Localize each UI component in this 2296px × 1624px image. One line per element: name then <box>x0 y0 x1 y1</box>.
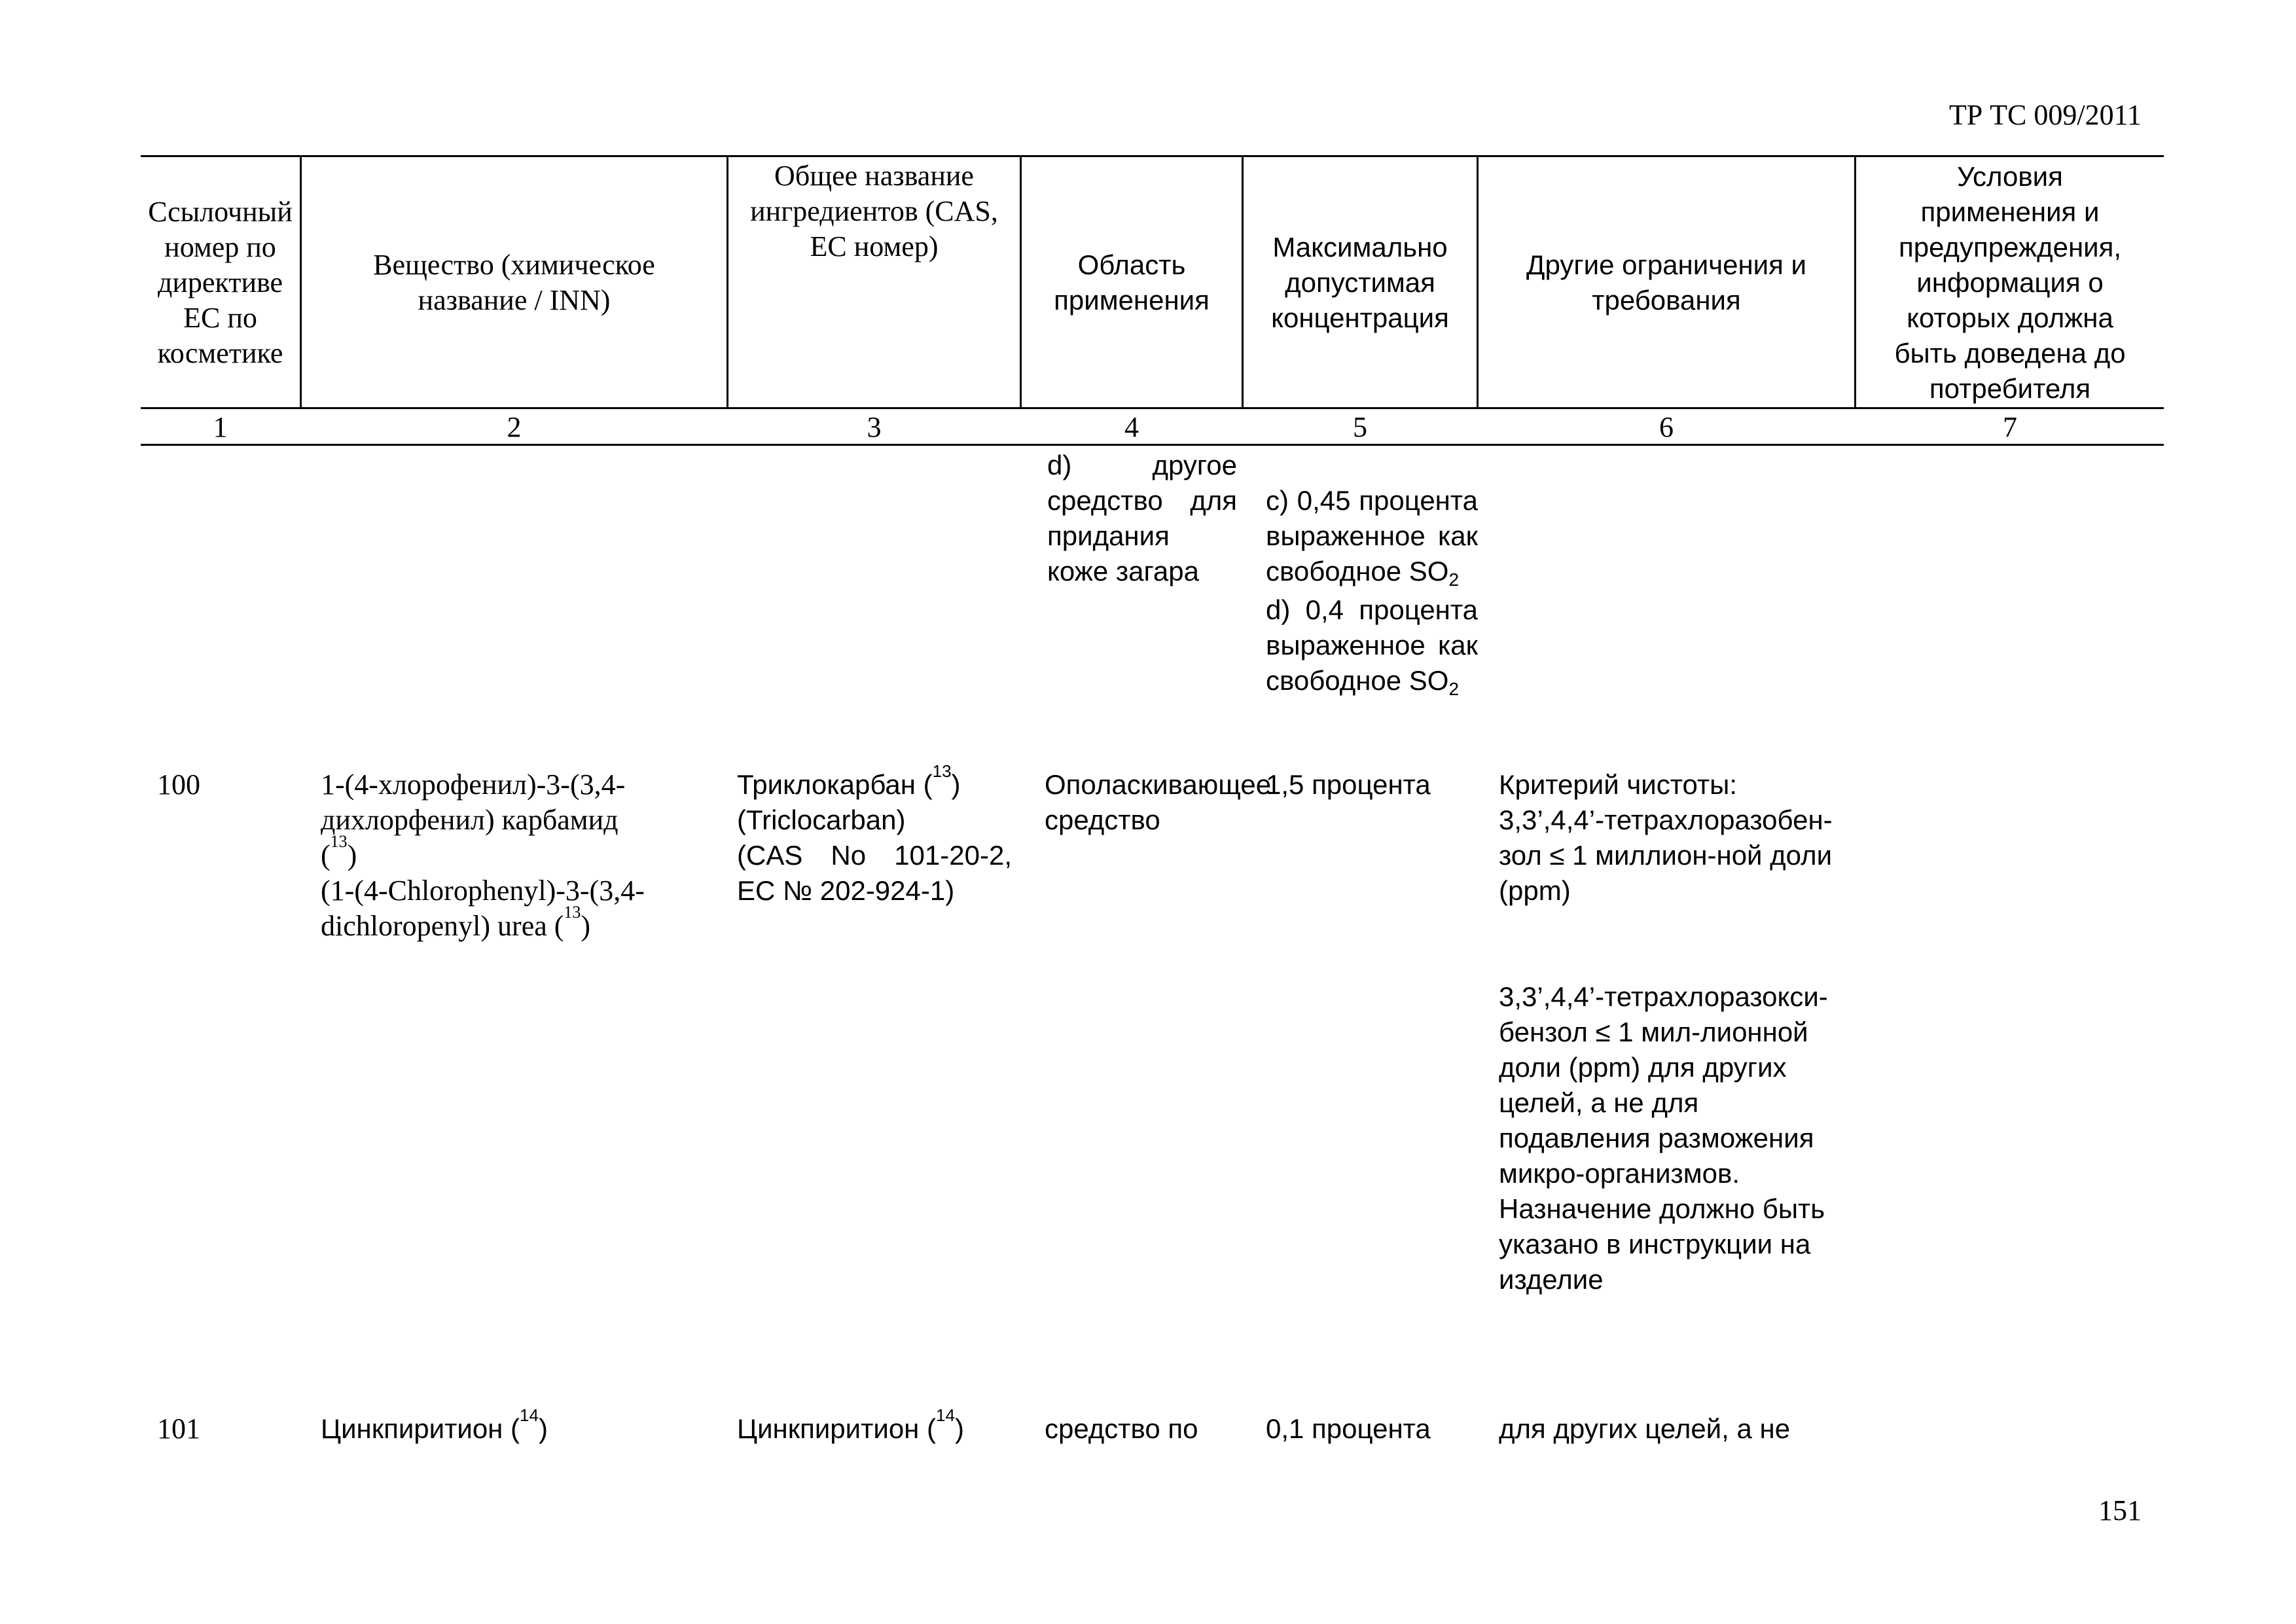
footnote-ref: 14 <box>520 1405 539 1425</box>
column-number: 5 <box>1353 410 1367 443</box>
common-name: Триклокарбан <box>737 769 916 800</box>
header-max-concentration: Максимально допустимая концентрация <box>1271 231 1449 333</box>
row-101-application-area: средство по <box>1045 1413 1198 1444</box>
column-number: 3 <box>867 410 882 443</box>
substance-en: (1-(4-Chlorophenyl)-3-(3,4-dichloropenyl) urea <box>321 875 645 942</box>
header-conditions-warnings: Условия применения и предупреждения, информация о которых должна быть доведена до потребителя <box>1894 160 2126 404</box>
header-substance: Вещество (химическое название / INN) <box>373 248 655 316</box>
column-number: 4 <box>1124 410 1139 443</box>
common-name-en: (Triclocarban) <box>737 804 906 835</box>
row-101-common-name: Цинкпиритион ($^{14}$) <box>737 1405 964 1444</box>
header-other-restrictions: Другие ограничения и требования <box>1526 249 1806 316</box>
header-common-name: Общее название ингредиентов (CAS, ЕС номер) <box>750 160 998 262</box>
row-101-substance: Цинкпиритион ($^{14}$) <box>321 1405 548 1444</box>
row-100-concentration: 1,5 процента <box>1266 769 1431 800</box>
column-number: 1 <box>213 410 228 443</box>
row-100-restrictions-purity: Критерий чистоты: 3,3’,4,4’-тетрахлоразобен-зол ≤ 1 миллион-ной доли (ppm) <box>1499 769 1833 906</box>
footnote-ref: 13 <box>564 903 581 922</box>
substance: Цинкпиритион <box>321 1413 503 1444</box>
cont-application-area: d) другое средство для придания коже загара <box>1047 450 1237 586</box>
column-number: 7 <box>2003 410 2017 443</box>
row-100-substance: 1-(4-хлорофенил)-3-(3,4-дихлорфенил) карбамид ($^{13}$) (1-(4-Chlorophenyl)-3-(3,4-dichloropenyl) urea ($^{13}$) <box>321 768 645 942</box>
substance-ru: 1-(4-хлорофенил)-3-(3,4-дихлорфенил) карбамид <box>321 768 626 836</box>
subscript: 2 <box>1448 679 1460 699</box>
page-number: 151 <box>2098 1494 2142 1526</box>
footnote-ref: 13 <box>330 832 348 851</box>
concentration-c: c) 0,45 процента выраженное как свободное SO <box>1266 485 1478 586</box>
concentration-d: d) 0,4 процента выраженное как свободное SO <box>1266 594 1478 696</box>
row-101-concentration: 0,1 процента <box>1266 1413 1431 1444</box>
header-ref-number: Ссылочный номер по директиве ЕС по косметике <box>148 195 293 369</box>
cas-number: (CAS No 101-20-2, ЕС № 202-924-1) <box>737 840 1012 906</box>
common-name: Цинкпиритион <box>737 1413 920 1444</box>
row-100-ref: 100 <box>157 768 200 801</box>
row-100-restrictions-purpose: 3,3’,4,4’-тетрахлоразокси-бензол ≤ 1 мил-лионной доли (ppm) для других целей, а не для подавления разможения микро-организмов. Назначение должно быть указано в инструкции на изделие <box>1499 981 1828 1295</box>
row-101-ref: 101 <box>157 1413 200 1445</box>
footnote-ref: 14 <box>936 1405 955 1425</box>
cont-concentration <box>1266 483 1478 702</box>
column-number: 6 <box>1659 410 1674 443</box>
column-number: 2 <box>507 410 522 443</box>
row-100-common-name: Триклокарбан ($^{13}$) (Triclocarban) (CAS No 101-20-2, ЕС № 202-924-1) <box>737 761 1012 906</box>
row-101-restrictions: для других целей, а не <box>1499 1413 1791 1444</box>
header-application-area: Область применения <box>1054 249 1210 316</box>
document-code: ТР ТС 009/2011 <box>1948 99 2142 131</box>
subscript: 2 <box>1448 569 1460 590</box>
footnote-ref: 13 <box>932 761 952 781</box>
row-100-application-area: Ополаскивающее средство <box>1045 769 1272 835</box>
